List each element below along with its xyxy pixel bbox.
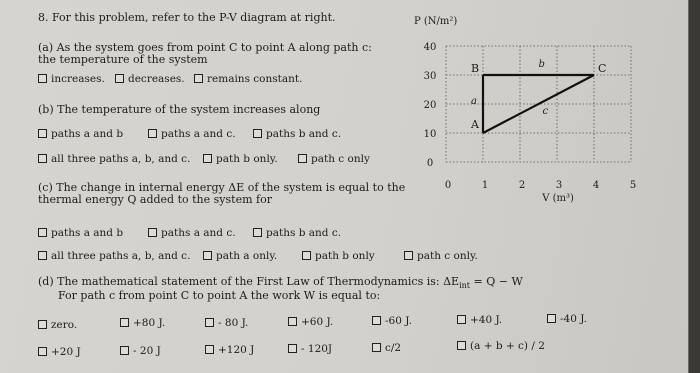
- point-label-B: B: [471, 62, 480, 75]
- checkbox[interactable]: [148, 129, 157, 138]
- part-d-option-c-half[interactable]: c/2: [372, 342, 401, 354]
- checkbox[interactable]: [38, 228, 47, 237]
- part-d-option-plus80[interactable]: +80 J.: [120, 317, 165, 329]
- part-d-option-minus40[interactable]: -40 J.: [547, 313, 587, 325]
- part-c-option-5[interactable]: path a only.: [203, 250, 277, 262]
- path-label-a: a: [471, 96, 477, 107]
- x-tick-label: 1: [481, 180, 489, 191]
- part-b-option-2[interactable]: paths a and c.: [148, 128, 236, 140]
- part-c-question-cont: thermal energy Q added to the system for: [38, 193, 272, 206]
- y-tick-label: 40: [423, 42, 437, 53]
- checkbox[interactable]: [38, 154, 47, 163]
- part-b-option-4[interactable]: all three paths a, b, and c.: [38, 153, 190, 165]
- part-d-option-minus20[interactable]: - 20 J: [120, 345, 161, 357]
- checkbox[interactable]: [372, 343, 381, 352]
- x-axis-label: V (m³): [542, 193, 574, 204]
- part-a-option-increases[interactable]: increases.: [38, 73, 105, 85]
- part-d-option-plus60[interactable]: +60 J.: [288, 316, 333, 328]
- y-axis-label: P (N/m²): [414, 16, 458, 27]
- checkbox[interactable]: [372, 316, 381, 325]
- checkbox[interactable]: [547, 314, 556, 323]
- part-d-option-minus80[interactable]: - 80 J.: [205, 317, 248, 329]
- path-label-b: b: [538, 59, 545, 70]
- checkbox[interactable]: [253, 228, 262, 237]
- checkbox[interactable]: [288, 317, 297, 326]
- y-tick-label: 20: [423, 100, 437, 111]
- part-c-option-6[interactable]: path b only: [302, 250, 375, 262]
- part-a-option-constant[interactable]: remains constant.: [194, 73, 302, 85]
- checkbox[interactable]: [457, 315, 466, 324]
- part-d-option-zero[interactable]: zero.: [38, 319, 77, 331]
- point-label-A: A: [471, 118, 479, 131]
- part-d-question: (d) The mathematical statement of the First Law of Thermodynamics is: $\Delta E_{int} = Q - W$: [38, 275, 523, 291]
- checkbox[interactable]: [205, 345, 214, 354]
- y-tick-label: 0: [426, 158, 434, 169]
- checkbox[interactable]: [38, 129, 47, 138]
- part-c-option-4[interactable]: all three paths a, b, and c.: [38, 250, 190, 262]
- checkbox[interactable]: [253, 129, 262, 138]
- checkbox[interactable]: [194, 74, 203, 83]
- path-label-c: c: [542, 106, 549, 117]
- x-tick-label: 2: [518, 180, 526, 191]
- part-d-question-cont: For path c from point C to point A the work W is equal to:: [58, 289, 381, 302]
- checkbox[interactable]: [298, 154, 307, 163]
- pv-diagram: [410, 8, 650, 208]
- x-tick-label: 5: [629, 180, 637, 191]
- checkbox[interactable]: [148, 228, 157, 237]
- checkbox[interactable]: [203, 251, 212, 260]
- checkbox[interactable]: [203, 154, 212, 163]
- x-tick-label: 4: [592, 180, 600, 191]
- checkbox[interactable]: [120, 346, 129, 355]
- part-c-question: (c) The change in internal energy ΔE of the system is equal to the: [38, 181, 406, 194]
- checkbox[interactable]: [38, 320, 47, 329]
- y-tick-label: 10: [423, 129, 437, 140]
- part-a-question: (a) As the system goes from point C to point A along path c:: [38, 41, 372, 54]
- checkbox[interactable]: [38, 347, 47, 356]
- y-tick-label: 30: [423, 71, 437, 82]
- x-tick-label: 3: [555, 180, 563, 191]
- part-d-option-plus120[interactable]: +120 J: [205, 344, 254, 356]
- checkbox[interactable]: [38, 251, 47, 260]
- part-c-option-7[interactable]: path c only.: [404, 250, 478, 262]
- checkbox[interactable]: [115, 74, 124, 83]
- part-d-option-plus20[interactable]: +20 J: [38, 346, 81, 358]
- part-b-option-3[interactable]: paths b and c.: [253, 128, 341, 140]
- checkbox[interactable]: [120, 318, 129, 327]
- x-tick-label: 0: [444, 180, 452, 191]
- checkbox[interactable]: [205, 318, 214, 327]
- part-b-option-5[interactable]: path b only.: [203, 153, 278, 165]
- checkbox[interactable]: [38, 74, 47, 83]
- part-d-option-minus60[interactable]: -60 J.: [372, 315, 412, 327]
- checkbox[interactable]: [404, 251, 413, 260]
- part-c-option-2[interactable]: paths a and c.: [148, 227, 236, 239]
- part-b-option-6[interactable]: path c only: [298, 153, 370, 165]
- part-d-option-sum-half[interactable]: (a + b + c) / 2: [457, 340, 545, 352]
- part-b-question: (b) The temperature of the system increases along: [38, 103, 321, 116]
- part-a-question-cont: the temperature of the system: [38, 53, 208, 66]
- part-d-option-plus40[interactable]: +40 J.: [457, 314, 502, 326]
- checkbox[interactable]: [457, 341, 466, 350]
- point-label-C: C: [598, 62, 607, 75]
- part-b-option-1[interactable]: paths a and b: [38, 128, 123, 140]
- problem-intro: 8. For this problem, refer to the P-V diagram at right.: [38, 11, 336, 24]
- part-d-option-minus120[interactable]: - 120J: [288, 343, 332, 355]
- checkbox[interactable]: [302, 251, 311, 260]
- part-c-option-3[interactable]: paths b and c.: [253, 227, 341, 239]
- checkbox[interactable]: [288, 344, 297, 353]
- part-a-option-decreases[interactable]: decreases.: [115, 73, 185, 85]
- part-c-option-1[interactable]: paths a and b: [38, 227, 123, 239]
